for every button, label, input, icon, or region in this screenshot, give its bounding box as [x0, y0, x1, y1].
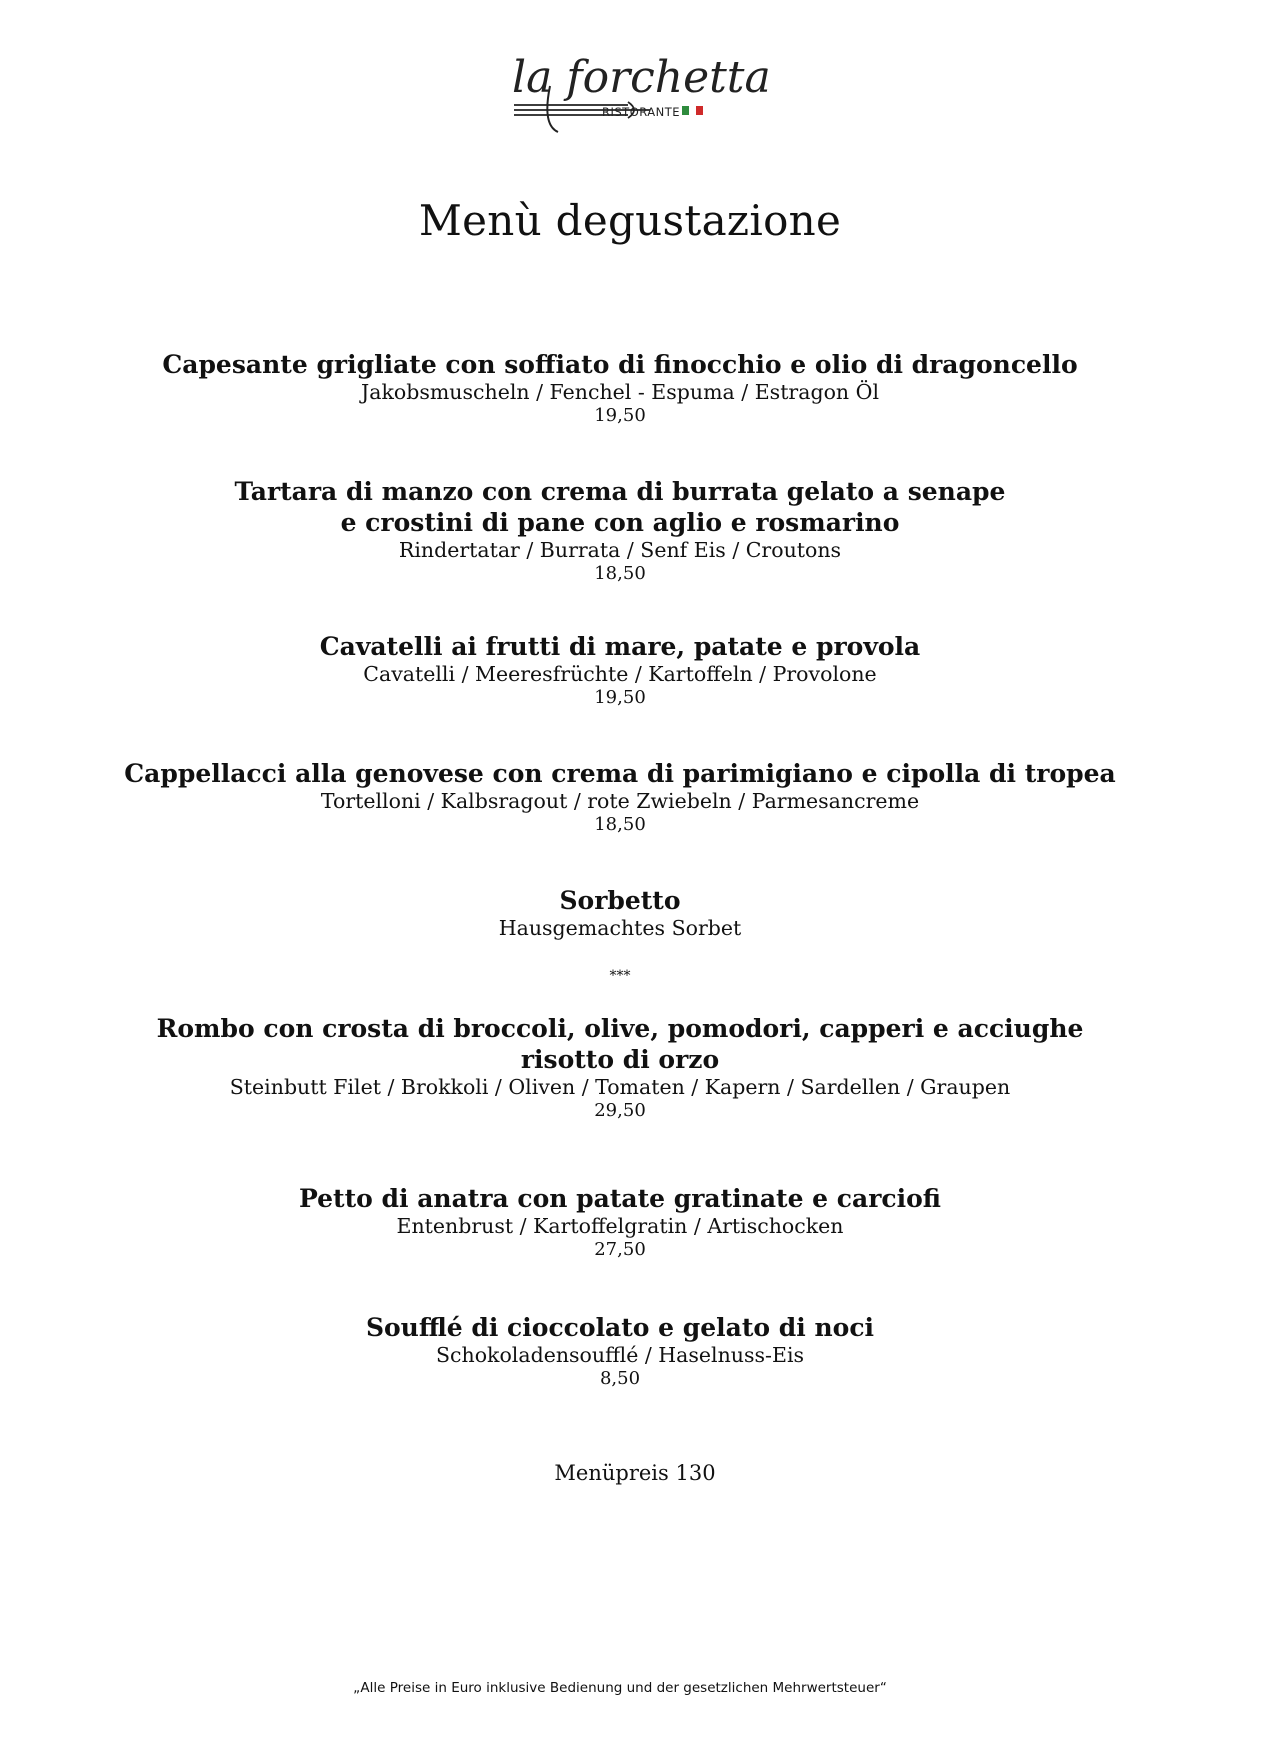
dish-price: 29,50 [594, 1100, 646, 1121]
dish-item [0, 885, 1240, 940]
dish-description: Schokoladensoufflé / Haselnuss-Eis [435, 1343, 805, 1367]
dish-item [0, 349, 1240, 428]
dish-name-line-2: e crostini di pane con aglio e rosmarino [340, 508, 900, 537]
dish-price: 19,50 [594, 405, 646, 426]
dish-item [0, 758, 1240, 837]
dish-description: Cavatelli / Meeresfrüchte / Kartoffeln / Provolone [363, 662, 877, 686]
dish-description: Rindertatar / Burrata / Senf Eis / Croutons [398, 538, 842, 562]
dish-price: 27,50 [594, 1239, 646, 1260]
dish-item [0, 1312, 1240, 1391]
separator: *** [609, 968, 631, 984]
logo-sub-text: RISTORANTE [602, 105, 681, 119]
dish-item [0, 476, 1240, 586]
dish-name: Tartara di manzo con crema di burrata gelato a senape [234, 477, 1006, 506]
dish-item [0, 1183, 1240, 1262]
dish-description: Entenbrust / Kartoffelgratin / Artischocken [396, 1214, 844, 1238]
dish-price: 18,50 [594, 563, 646, 584]
flag-white [689, 106, 696, 115]
flag-red [696, 106, 703, 115]
dish-price: 18,50 [594, 814, 646, 835]
dish-description: Steinbutt Filet / Brokkoli / Oliven / Tomaten / Kapern / Sardellen / Graupen [229, 1075, 1011, 1099]
dish-name: Soufflé di cioccolato e gelato di noci [365, 1313, 875, 1342]
logo-script-text: la forchetta [512, 52, 771, 103]
dish-name: Cappellacci alla genovese con crema di parimigiano e cipolla di tropea [124, 759, 1116, 788]
dish-price: 8,50 [599, 1368, 641, 1389]
menu-price: Menüpreis 130 [554, 1461, 716, 1485]
restaurant-logo [510, 50, 771, 135]
dish-name: Petto di anatra con patate gratinate e carciofi [299, 1184, 941, 1213]
flag-green [682, 106, 689, 115]
page-title: Menù degustazione [418, 196, 842, 246]
dish-description: Jakobsmuscheln / Fenchel - Espuma / Estragon Öl [361, 380, 879, 404]
dish-price: 19,50 [594, 687, 646, 708]
dish-name-line-2: risotto di orzo [520, 1045, 720, 1074]
dish-name: Capesante grigliate con soffiato di finocchio e olio di dragoncello [162, 350, 1078, 379]
dish-name: Rombo con crosta di broccoli, olive, pomodori, capperi e acciughe [156, 1014, 1084, 1043]
dish-description: Hausgemachtes Sorbet [498, 916, 742, 940]
logo-graphic [510, 50, 771, 135]
dish-item [0, 1013, 1240, 1123]
dish-item [0, 631, 1240, 710]
dish-name: Cavatelli ai frutti di mare, patate e provola [319, 632, 921, 661]
dish-description: Tortelloni / Kalbsragout / rote Zwiebeln / Parmesancreme [320, 789, 920, 813]
price-footnote: „Alle Preise in Euro inklusive Bedienung und der gesetzlichen Mehrwertsteuer“ [353, 1680, 887, 1696]
dish-name: Sorbetto [559, 886, 681, 915]
